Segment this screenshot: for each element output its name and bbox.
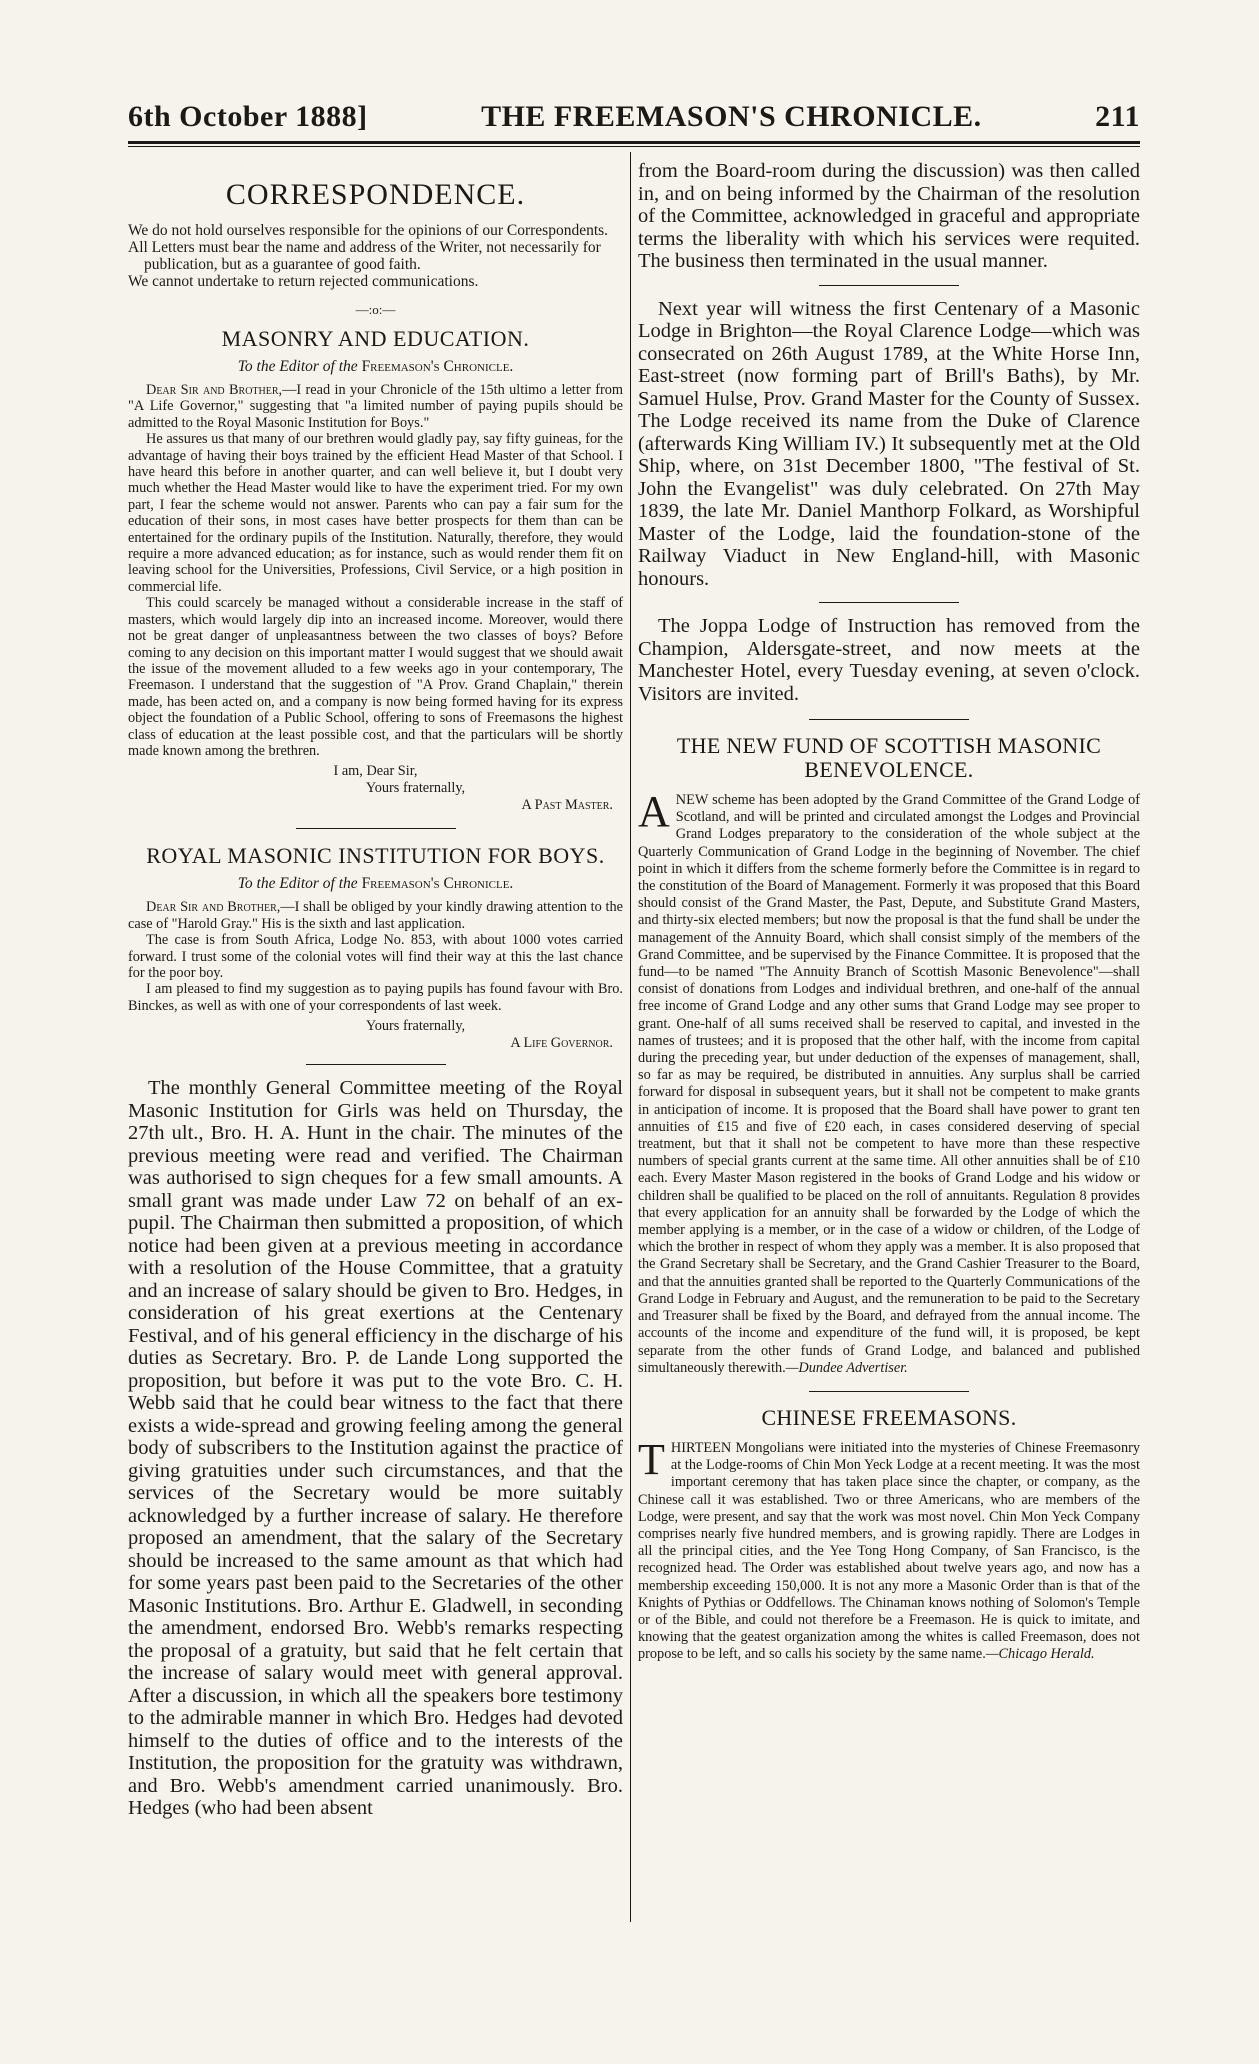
letter-paragraph: The case is from South Africa, Lodge No. 853, with about 1000 votes carried forward. I trust some of the colonial votes will find their way at this the last chance for the poor boy. — [128, 932, 623, 981]
joppa-article — [638, 615, 1140, 705]
signoff-signature: A Life Governor. — [510, 1035, 613, 1052]
section-rule — [306, 1064, 446, 1065]
section-rule — [819, 602, 959, 603]
masonry-education-heading: MASONRY AND EDUCATION. — [221, 326, 530, 351]
masthead-rule — [128, 141, 1140, 144]
correspondence-heading: CORRESPONDENCE. — [225, 178, 526, 211]
letter-paragraph: He assures us that many of our brethren would gladly pay, say fifty guineas, for the advantage of having their boys trained by the efficient Head Master of that School. I have heard this before in another quarter, and can well believe it, but I doubt very much whether the Head Master would like to have the experiment tried. For my own part, I fear the scheme would not answer. Parents who can pay a fair sum for the education of their sons, in most cases have better prospects for them than can be entertained for the ordinary pupils of the Institution. Naturally, therefore, they would require a more advanced education; as for instance, such as would render them fit on leaving school for the Universities, Professions, Civil Service, or a high position in commercial life. — [128, 431, 623, 595]
section-rule — [296, 828, 456, 829]
letter-paragraph: I am pleased to find my suggestion as to paying pupils has found favour with Bro. Binckes, as well as with one of your correspondents of last week. — [128, 981, 623, 1014]
article-source: —Dundee Advertiser. — [785, 1359, 908, 1376]
article-paragraph: ANEW scheme has been adopted by the Grand Committee of the Grand Lodge of Scotland, and will be printed and circulated amongst the Lodges and Provincial Grand Lodges preparatory to the consideration of the whole subject at the Quarterly Communication of Grand Lodge in the beginning of November. The chief point in which it differs from the scheme formerly before the Committee is in regard to the constitution of the Board of Management. Formerly it was proposed that this Board should consist of the Grand Master, the Past, Depute, and Substitute Grand Masters, and thirty-six elected members; but now the proposal is that the fund shall be under the management of the Annuity Board, which shall consist simply of the members of the Grand Committee, and be supervised by the Finance Committee. It is proposed that the fund—to be named "The Annuity Branch of Scottish Masonic Benevolence"—shall consist of donations from Lodges and individual brethren, and one-half of the annual free income of Grand Lodge and any other sums that Grand Lodge may see proper to grant. One-half of all sums received shall be reserved to capital, and invested in the names of trustees; and it is proposed that the other half, with the income from capital during the preceding year, but under deduction of the expenses of management, shall, so far as may be required, be distributed in annuities. Any surplus shall be carried forward for disposal in subsequent years, but it shall not be competent to make grants in anticipation of income. It is proposed that the Board shall have power to grant ten annuities of £15 and five of £20 each, in cases considered deserving of special treatment, but that it shall not be competent to have more than these respective numbers of special grants current at the same time. All other annuities shall be of £10 each. Every Master Mason registered in the books of Grand Lodge and his widow or children shall be qualified to be placed on the roll of annuitants. Regulation 8 provides that every application for an annuity shall be forwarded by the Lodge of which the member applying is a member, or in the case of a widow or children, of the Lodge of which the brother in respect of whom they apply was a member. It is also proposed that the Grand Secretary shall be Secretary, and the Grand Cashier Treasurer to the Board, and that the annuities granted shall be reported to the Quarterly Communications of the Grand Lodge in February and August, and the remuneration to be paid to the Secretary and Treasurer shall be fixed by the Board, and defrayed from the annual income. The accounts of the income and expenditure of the fund will, it is proposed, be kept separate from the other funds of Grand Lodge, and balanced and published simultaneously therewith.—Dundee Advertiser. — [638, 787, 1140, 1376]
correspondence-notes — [128, 222, 623, 290]
article-source: —Chicago Herald. — [985, 1646, 1095, 1663]
page-number: 211 — [1095, 100, 1140, 133]
article-paragraph: from the Board-room during the discussion) was then called in, and on being informed by the Chairman of the resolution of the Committee, acknowledged in graceful and appropriate terms the liberality with which his services were requited. The business then terminated in the usual manner. — [638, 160, 1140, 272]
article-paragraph: THIRTEEN Mongolians were initiated into the mysteries of Chinese Freemasonry at the Lodge-rooms of Chin Mon Yeck Lodge at a recent meeting. It was the most important ceremony that has taken place since the chapter, or company, as the Chinese call it was established. Two or three Americans, who are members of the Lodge, were present, and say that the work was most novel. Chin Mon Yeck Company comprises nearly five hundred members, and is growing rapidly. There are Lodges in all the principal cities, and the Yee Tong Hong Company, of San Francisco, is the recognized head. The Order was established about twelve years ago, and now has a membership exceeding 150,000. It is not any more a Masonic Order than is that of the Knights of Pythias or Oddfellows. The Chinaman knows nothing of Solomon's Temple or of the Bible, and could not therefore be a Freemason. He is quick to imitate, and knowing that the geatest organization among the whites is called Freemason, does not propose to be left, and so calls his society by the same name.—Chicago Herald. — [638, 1434, 1140, 1663]
publication-title: THE FREEMASON'S CHRONICLE. — [481, 100, 982, 133]
column-divider — [630, 152, 631, 1922]
girls-committee-continued — [638, 160, 1140, 273]
masthead-rule-thin — [128, 146, 1140, 147]
correspondence-note: All Letters must bear the name and address of the Writer, not necessarily for publication, but as a guarantee of good faith. — [128, 239, 601, 273]
correspondence-note: We do not hold ourselves responsible for the opinions of our Correspondents. — [128, 222, 609, 239]
scottish-fund-heading: THE NEW FUND OF SCOTTISH MASONIC BENEVOLENCE. — [676, 733, 1102, 782]
boys-institution-letter — [128, 899, 623, 1014]
masonry-education-letter — [128, 382, 623, 759]
signoff-line: Yours fraternally, — [365, 780, 466, 797]
right-column — [638, 160, 1140, 1664]
chinese-freemasons-heading: CHINESE FREEMASONS. — [761, 1404, 1017, 1430]
section-rule — [809, 1391, 969, 1392]
letter-paragraph: Dear Sir and Brother,—I shall be obliged by your kindly drawing attention to the case of "Harold Gray." His is the sixth and last application. — [128, 899, 623, 932]
correspondence-note: We cannot undertake to return rejected communications. — [128, 273, 479, 290]
signoff-signature: A Past Master. — [521, 797, 613, 814]
masthead — [128, 100, 1140, 140]
drop-cap: A — [638, 787, 670, 836]
signoff-line: Yours fraternally, — [365, 1018, 466, 1035]
girls-committee-article — [128, 1077, 623, 1820]
boys-institution-heading: ROYAL MASONIC INSTITUTION FOR BOYS. — [146, 843, 605, 869]
section-rule — [809, 719, 969, 720]
drop-cap: T — [638, 1434, 665, 1484]
left-column — [128, 160, 623, 1820]
issue-date: 6th October 1888] — [128, 100, 368, 133]
to-editor-line: To the Editor of the Freemason's Chronicle. — [237, 358, 514, 375]
article-paragraph: The Joppa Lodge of Instruction has removed from the Champion, Aldersgate-street, and now meets at the Manchester Hotel, every Tuesday evening, at seven o'clock. Visitors are invited. — [638, 615, 1140, 705]
article-paragraph: Next year will witness the first Centenary of a Masonic Lodge in Brighton—the Royal Clarence Lodge—which was consecrated on 26th August 1789, at the White Horse Inn, East-street (now forming part of Brill's Baths), by Mr. Samuel Hulse, Prov. Grand Master for the County of Sussex. The Lodge received its name from the Duke of Clarence (afterwards King William IV.) It subsequently met at the Old Ship, where, on 31st December 1800, "The festival of St. John the Evangelist" was duly celebrated. On 27th May 1839, the late Mr. Daniel Manthorp Folkard, as Worshipful Master of the Lodge, laid the foundation-stone of the Railway Viaduct in New England-hill, with Masonic honours. — [638, 297, 1140, 590]
letter-signoff — [128, 763, 623, 814]
signoff-line: I am, Dear Sir, — [333, 763, 418, 780]
letter-signoff — [128, 1018, 623, 1052]
section-rule — [819, 285, 959, 286]
letter-paragraph: Dear Sir and Brother,—I read in your Chronicle of the 15th ultimo a letter from "A Life Governor," suggesting that "a limited number of paying pupils should be admitted to the Royal Masonic Institution for Boys." — [128, 382, 624, 431]
to-editor-line: To the Editor of the Freemason's Chronicle. — [237, 875, 514, 893]
letter-paragraph: This could scarcely be managed without a considerable increase in the staff of masters, which would largely dip into an increased income. Moreover, would there not be great danger of unpleasantness between the two classes of boys? Before coming to any decision on this important matter I would suggest that we should await the issue of the movement alluded to a few weeks ago in your contemporary, The Freemason. I understand that the suggestion of "A Prov. Grand Chaplain," therein made, has been acted on, and a company is now being formed having for its express object the foundation of a Public School, offering to sons of Freemasons the highest class of education at the least possible cost, and that the particulars will be shortly made known among the brethren. — [128, 595, 623, 759]
centenary-article — [638, 298, 1140, 591]
ornament-divider: —:o:— — [355, 302, 396, 317]
article-paragraph: The monthly General Committee meeting of the Royal Masonic Institution for Girls was held on Thursday, the 27th ult., Bro. H. A. Hunt in the chair. The minutes of the previous meeting were read and verified. The Chairman was authorised to sign cheques for a few small amounts. A small grant was made under Law 72 on behalf of an ex-pupil. The Chairman then submitted a proposition, of which notice had been given at a previous meeting in accordance with a resolution of the House Committee, that a gratuity and an increase of salary should be given to Bro. Hedges, in consideration of his great exertions at the Centenary Festival, and of his general efficiency in the discharge of his duties as Secretary. Bro. P. de Lande Long supported the proposition, but before it was put to the vote Bro. C. H. Webb said that he could bear witness to the fact that there exists a wide-spread and growing feeling among the general body of subscribers to the Institution against the practice of giving gratuities under such circumstances, and that the services of the Secretary would be more suitably acknowledged by a further increase of salary. He therefore proposed an amendment, that the salary of the Secretary should be increased to the same amount as that which had for some years past been paid to the Secretaries of the other Masonic Institutions. Bro. Arthur E. Gladwell, in seconding the amendment, endorsed Bro. Webb's remarks respecting the proposal of a gratuity, but said that he felt certain that the increase of salary would meet with general approval. After a discussion, in which all the speakers bore testimony to the admirable manner in which Bro. Hedges had devoted himself to the duties of office and to the interests of the Institution, the proposition for the gratuity was withdrawn, and Bro. Webb's amendment carried unanimously. Bro. Hedges (who had been absent — [128, 1077, 623, 1820]
scottish-fund-article — [638, 787, 1140, 1377]
chinese-freemasons-article — [638, 1434, 1140, 1664]
